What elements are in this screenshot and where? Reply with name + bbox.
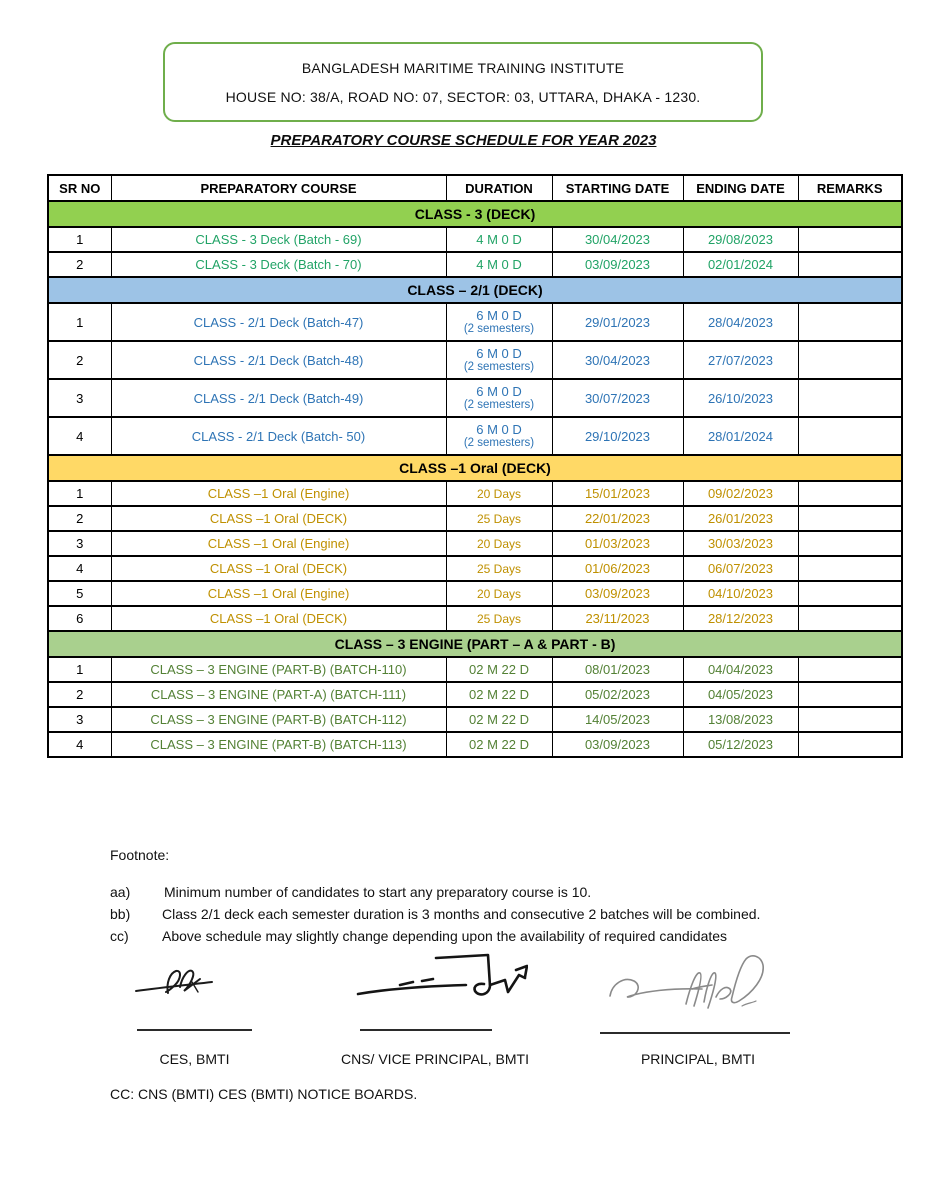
starting-date-cell: 05/02/2023 (552, 682, 683, 707)
course-row (48, 732, 902, 757)
section-header-label: CLASS - 3 (DECK) (48, 201, 902, 227)
ending-date-cell: 09/02/2023 (683, 481, 798, 506)
course-row (48, 581, 902, 606)
remarks-cell (798, 379, 902, 417)
course-row (48, 506, 902, 531)
duration-value: 6 M 0 D (476, 421, 522, 437)
duration-cell (446, 657, 552, 682)
duration-cell (446, 379, 552, 417)
duration-cell (446, 303, 552, 341)
duration-value: 6 M 0 D (476, 307, 522, 323)
sr-no-cell: 1 (48, 227, 111, 252)
remarks-cell (798, 303, 902, 341)
sr-no-cell: 3 (48, 379, 111, 417)
column-header-starting-date: STARTING DATE (552, 175, 683, 201)
remarks-cell (798, 682, 902, 707)
sr-no-cell: 1 (48, 481, 111, 506)
starting-date-cell: 14/05/2023 (552, 707, 683, 732)
remarks-cell (798, 581, 902, 606)
table-header-row (48, 175, 902, 201)
course-cell: CLASS - 2/1 Deck (Batch-47) (111, 303, 446, 341)
remarks-cell (798, 252, 902, 277)
course-cell: CLASS - 2/1 Deck (Batch-49) (111, 379, 446, 417)
ending-date-cell: 13/08/2023 (683, 707, 798, 732)
course-cell: CLASS – 3 ENGINE (PART-A) (BATCH-111) (111, 682, 446, 707)
course-row (48, 556, 902, 581)
remarks-cell (798, 227, 902, 252)
duration-cell (446, 417, 552, 455)
course-row (48, 417, 902, 455)
course-row (48, 657, 902, 682)
signature-line (137, 1029, 252, 1031)
ending-date-cell: 06/07/2023 (683, 556, 798, 581)
course-cell: CLASS - 3 Deck (Batch - 69) (111, 227, 446, 252)
duration-value: 4 M 0 D (476, 232, 522, 247)
ending-date-cell: 26/10/2023 (683, 379, 798, 417)
section-header-row (48, 277, 902, 303)
remarks-cell (798, 606, 902, 631)
sr-no-cell: 5 (48, 581, 111, 606)
duration-value: 6 M 0 D (476, 345, 522, 361)
footnote-tag: bb) (110, 906, 131, 922)
ending-date-cell: 27/07/2023 (683, 341, 798, 379)
schedule-table (47, 174, 903, 758)
duration-note: (2 semesters) (463, 398, 535, 411)
ending-date-cell: 04/04/2023 (683, 657, 798, 682)
duration-cell (446, 707, 552, 732)
section-header-label: CLASS – 2/1 (DECK) (48, 277, 902, 303)
section-header-label: CLASS –1 Oral (DECK) (48, 455, 902, 481)
ending-date-cell: 28/04/2023 (683, 303, 798, 341)
course-cell: CLASS – 3 ENGINE (PART-B) (BATCH-112) (111, 707, 446, 732)
signature-line (600, 1032, 790, 1034)
duration-cell (446, 556, 552, 581)
course-cell: CLASS –1 Oral (DECK) (111, 556, 446, 581)
footnote-tag: cc) (110, 928, 129, 944)
footnote-text: Above schedule may slightly change depending upon the availability of required candidates (162, 928, 728, 944)
remarks-cell (798, 531, 902, 556)
remarks-cell (798, 417, 902, 455)
duration-value: 25 Days (476, 611, 522, 626)
schedule-table-body (48, 201, 902, 757)
duration-value: 6 M 0 D (476, 383, 522, 399)
starting-date-cell: 08/01/2023 (552, 657, 683, 682)
sr-no-cell: 4 (48, 732, 111, 757)
footnote-tag: aa) (110, 884, 131, 900)
column-header-course: PREPARATORY COURSE (111, 175, 446, 201)
duration-cell (446, 227, 552, 252)
course-cell: CLASS –1 Oral (Engine) (111, 481, 446, 506)
footnote-heading: Footnote: (110, 847, 170, 863)
starting-date-cell: 01/03/2023 (552, 531, 683, 556)
starting-date-cell: 03/09/2023 (552, 732, 683, 757)
remarks-cell (798, 657, 902, 682)
duration-cell (446, 252, 552, 277)
sr-no-cell: 2 (48, 252, 111, 277)
course-cell: CLASS – 3 ENGINE (PART-B) (BATCH-113) (111, 732, 446, 757)
institute-header-box (163, 42, 763, 122)
duration-cell (446, 481, 552, 506)
section-header-row (48, 201, 902, 227)
course-row (48, 606, 902, 631)
duration-cell (446, 732, 552, 757)
duration-value: 02 M 22 D (469, 662, 529, 677)
remarks-cell (798, 506, 902, 531)
course-cell: CLASS –1 Oral (DECK) (111, 606, 446, 631)
course-cell: CLASS –1 Oral (DECK) (111, 506, 446, 531)
course-row (48, 682, 902, 707)
sr-no-cell: 4 (48, 417, 111, 455)
duration-cell (446, 341, 552, 379)
remarks-cell (798, 732, 902, 757)
footnote-text: Minimum number of candidates to start any preparatory course is 10. (164, 884, 592, 900)
duration-value: 4 M 0 D (476, 257, 522, 272)
duration-cell (446, 531, 552, 556)
starting-date-cell: 01/06/2023 (552, 556, 683, 581)
ending-date-cell: 29/08/2023 (683, 227, 798, 252)
signature-label-principal: PRINCIPAL, BMTI (640, 1051, 756, 1067)
section-header-row (48, 631, 902, 657)
course-cell: CLASS - 3 Deck (Batch - 70) (111, 252, 446, 277)
course-cell: CLASS - 2/1 Deck (Batch-48) (111, 341, 446, 379)
sr-no-cell: 2 (48, 506, 111, 531)
course-row (48, 341, 902, 379)
ending-date-cell: 30/03/2023 (683, 531, 798, 556)
section-header-row (48, 455, 902, 481)
column-header-remarks: REMARKS (798, 175, 902, 201)
duration-value: 20 Days (476, 486, 522, 501)
duration-cell (446, 581, 552, 606)
starting-date-cell: 15/01/2023 (552, 481, 683, 506)
sr-no-cell: 1 (48, 657, 111, 682)
institute-address: HOUSE NO: 38/A, ROAD NO: 07, SECTOR: 03, UTTARA, DHAKA - 1230. (225, 88, 701, 105)
ending-date-cell: 04/10/2023 (683, 581, 798, 606)
column-header-ending-date: ENDING DATE (683, 175, 798, 201)
course-cell: CLASS –1 Oral (Engine) (111, 531, 446, 556)
footnote-item (110, 881, 850, 903)
duration-cell (446, 506, 552, 531)
starting-date-cell: 22/01/2023 (552, 506, 683, 531)
signature-ces-image (128, 960, 243, 1008)
duration-value: 25 Days (476, 561, 522, 576)
course-row (48, 531, 902, 556)
duration-value: 02 M 22 D (469, 737, 529, 752)
page-title: PREPARATORY COURSE SCHEDULE FOR YEAR 2023 (270, 132, 657, 149)
sr-no-cell: 1 (48, 303, 111, 341)
footnote-item (110, 925, 850, 947)
course-row (48, 379, 902, 417)
starting-date-cell: 29/10/2023 (552, 417, 683, 455)
course-cell: CLASS –1 Oral (Engine) (111, 581, 446, 606)
duration-value: 02 M 22 D (469, 712, 529, 727)
duration-cell (446, 682, 552, 707)
institute-name: BANGLADESH MARITIME TRAINING INSTITUTE (301, 59, 625, 76)
column-header-srno: SR NO (48, 175, 111, 201)
sr-no-cell: 3 (48, 531, 111, 556)
starting-date-cell: 30/07/2023 (552, 379, 683, 417)
signature-principal-image (606, 952, 778, 1024)
duration-note: (2 semesters) (463, 436, 535, 449)
course-row (48, 707, 902, 732)
remarks-cell (798, 341, 902, 379)
signature-cns-image (348, 948, 528, 1012)
sr-no-cell: 2 (48, 682, 111, 707)
signature-label-ces: CES, BMTI (159, 1051, 230, 1067)
cc-line: CC: CNS (BMTI) CES (BMTI) NOTICE BOARDS. (110, 1086, 418, 1102)
starting-date-cell: 30/04/2023 (552, 227, 683, 252)
duration-value: 02 M 22 D (469, 687, 529, 702)
column-header-duration: DURATION (446, 175, 552, 201)
sr-no-cell: 2 (48, 341, 111, 379)
duration-value: 25 Days (476, 511, 522, 526)
ending-date-cell: 28/01/2024 (683, 417, 798, 455)
footnote-item (110, 903, 850, 925)
section-header-label: CLASS – 3 ENGINE (PART – A & PART - B) (48, 631, 902, 657)
remarks-cell (798, 707, 902, 732)
course-cell: CLASS – 3 ENGINE (PART-B) (BATCH-110) (111, 657, 446, 682)
footnote-text: Class 2/1 deck each semester duration is 3 months and consecutive 2 batches will be combined. (162, 906, 761, 922)
sr-no-cell: 3 (48, 707, 111, 732)
sr-no-cell: 4 (48, 556, 111, 581)
remarks-cell (798, 481, 902, 506)
ending-date-cell: 02/01/2024 (683, 252, 798, 277)
duration-cell (446, 606, 552, 631)
course-row (48, 303, 902, 341)
starting-date-cell: 03/09/2023 (552, 252, 683, 277)
course-cell: CLASS - 2/1 Deck (Batch- 50) (111, 417, 446, 455)
footnote-block (110, 847, 850, 947)
duration-note: (2 semesters) (463, 360, 535, 373)
signature-label-cns-vice-principal: CNS/ VICE PRINCIPAL, BMTI (341, 1051, 529, 1067)
starting-date-cell: 23/11/2023 (552, 606, 683, 631)
starting-date-cell: 03/09/2023 (552, 581, 683, 606)
duration-value: 20 Days (476, 586, 522, 601)
sr-no-cell: 6 (48, 606, 111, 631)
starting-date-cell: 30/04/2023 (552, 341, 683, 379)
course-row (48, 227, 902, 252)
course-row (48, 481, 902, 506)
remarks-cell (798, 556, 902, 581)
ending-date-cell: 05/12/2023 (683, 732, 798, 757)
ending-date-cell: 28/12/2023 (683, 606, 798, 631)
ending-date-cell: 04/05/2023 (683, 682, 798, 707)
signature-line (360, 1029, 492, 1031)
duration-note: (2 semesters) (463, 322, 535, 335)
ending-date-cell: 26/01/2023 (683, 506, 798, 531)
duration-value: 20 Days (476, 536, 522, 551)
course-row (48, 252, 902, 277)
starting-date-cell: 29/01/2023 (552, 303, 683, 341)
